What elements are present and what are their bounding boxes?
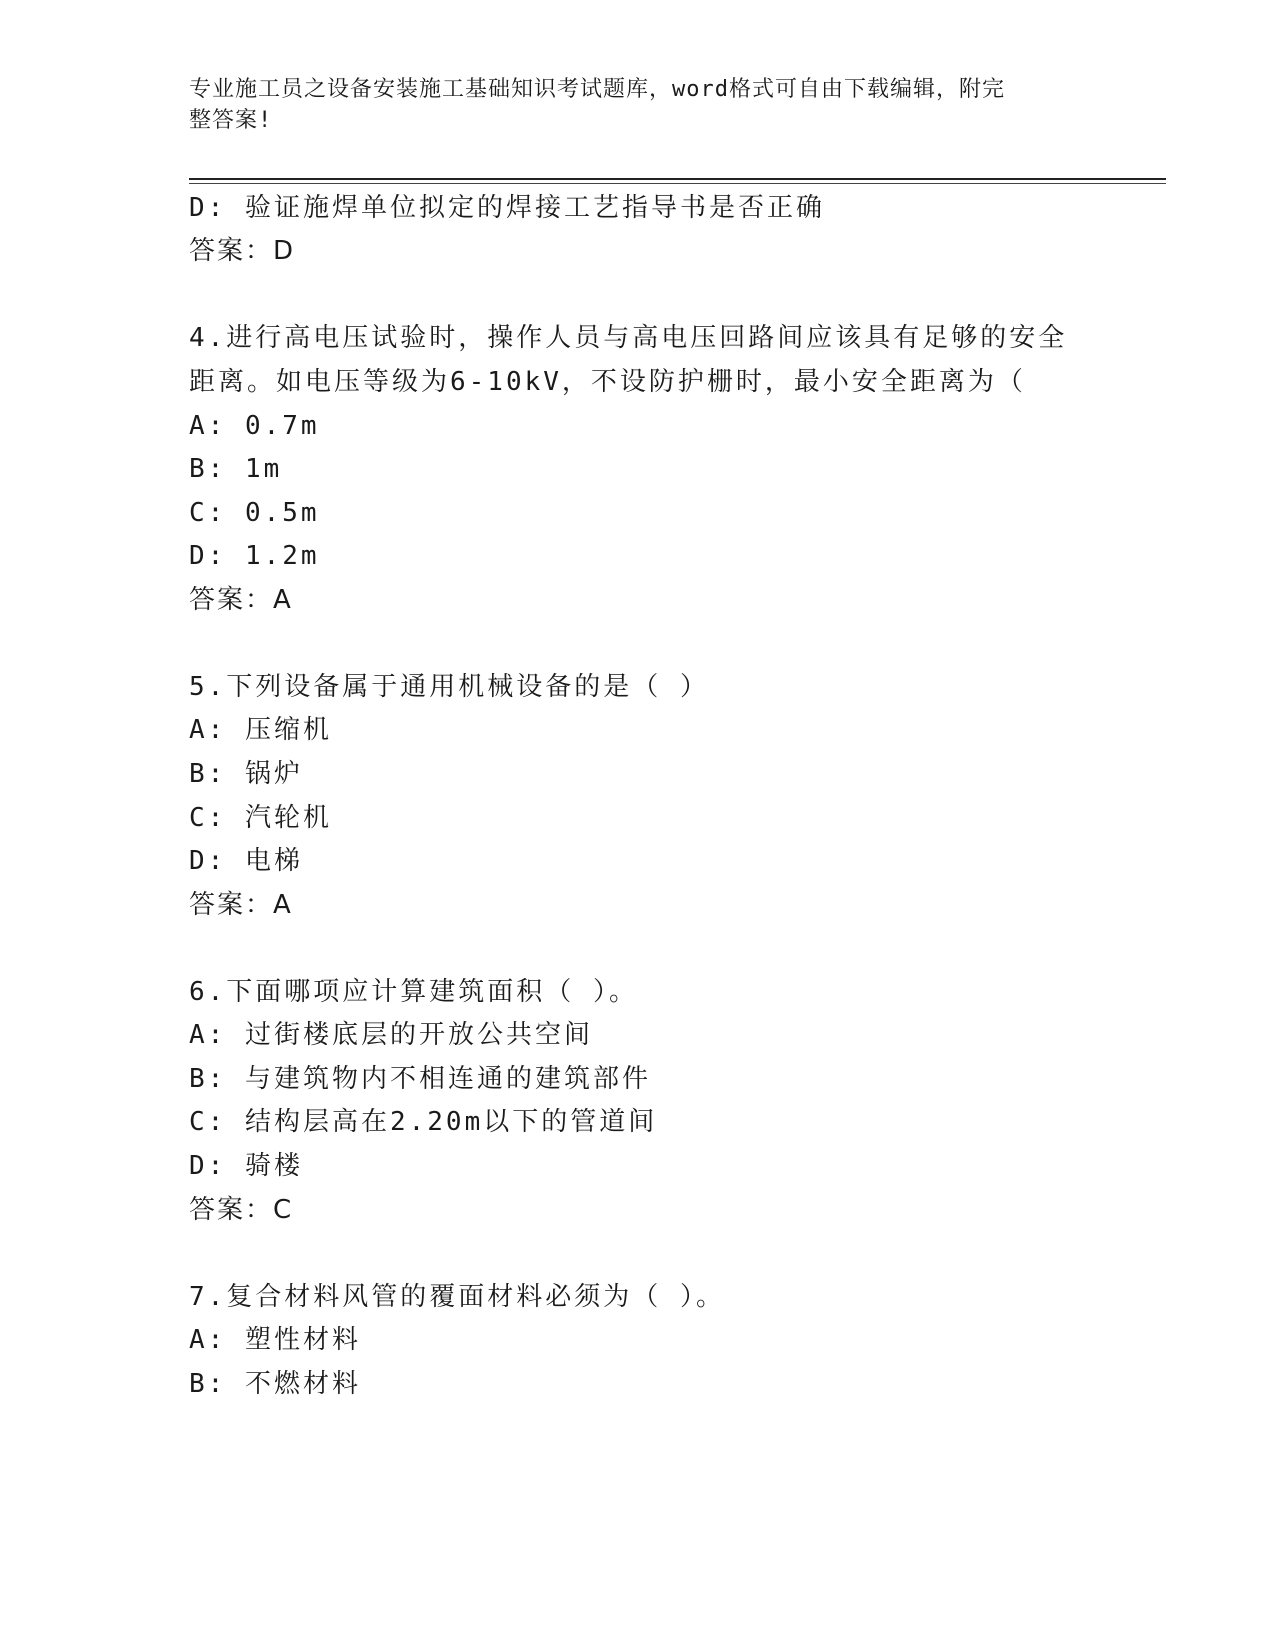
q5-stem: 5.下列设备属于通用机械设备的是（ ） bbox=[189, 672, 709, 702]
q3-answer: 答案：D bbox=[189, 236, 296, 266]
q4-option-d: D: 1.2m bbox=[189, 541, 320, 571]
q6-option-d: D: 骑楼 bbox=[189, 1151, 303, 1181]
header-line-1: 专业施工员之设备安装施工基础知识考试题库，word格式可自由下载编辑，附完 bbox=[189, 77, 1005, 102]
q7-option-a: A: 塑性材料 bbox=[189, 1325, 361, 1355]
q6-option-b: B: 与建筑物内不相连通的建筑部件 bbox=[189, 1064, 651, 1094]
q4-stem-line-2: 距离。如电压等级为6-10kV，不设防护栅时，最小安全距离为（ bbox=[189, 367, 1026, 397]
header-divider-thick bbox=[189, 178, 1166, 180]
q5-option-c: C: 汽轮机 bbox=[189, 803, 332, 833]
q4-option-b: B: 1m bbox=[189, 454, 283, 484]
q6-answer: 答案：C bbox=[189, 1195, 294, 1225]
q5-option-d: D: 电梯 bbox=[189, 846, 303, 876]
q5-option-a: A: 压缩机 bbox=[189, 715, 332, 745]
q7-stem: 7.复合材料风管的覆面材料必须为（ ）。 bbox=[189, 1282, 725, 1312]
q5-answer: 答案：A bbox=[189, 890, 293, 920]
q4-stem-line-1: 4.进行高电压试验时，操作人员与高电压回路间应该具有足够的安全 bbox=[189, 323, 1068, 353]
q4-option-a: A: 0.7m bbox=[189, 411, 320, 441]
q6-option-a: A: 过街楼底层的开放公共空间 bbox=[189, 1020, 593, 1050]
header-divider-thin bbox=[189, 183, 1166, 184]
document-header bbox=[189, 74, 1089, 136]
q4-option-c: C: 0.5m bbox=[189, 498, 320, 528]
q6-stem: 6.下面哪项应计算建筑面积（ ）。 bbox=[189, 977, 638, 1007]
q4-answer: 答案：A bbox=[189, 585, 293, 615]
q5-option-b: B: 锅炉 bbox=[189, 759, 303, 789]
header-line-2: 整答案! bbox=[189, 108, 273, 133]
q6-option-c: C: 结构层高在2.20m以下的管道间 bbox=[189, 1107, 658, 1137]
q7-option-b: B: 不燃材料 bbox=[189, 1369, 361, 1399]
q3-option-d: D: 验证施焊单位拟定的焊接工艺指导书是否正确 bbox=[189, 193, 825, 223]
